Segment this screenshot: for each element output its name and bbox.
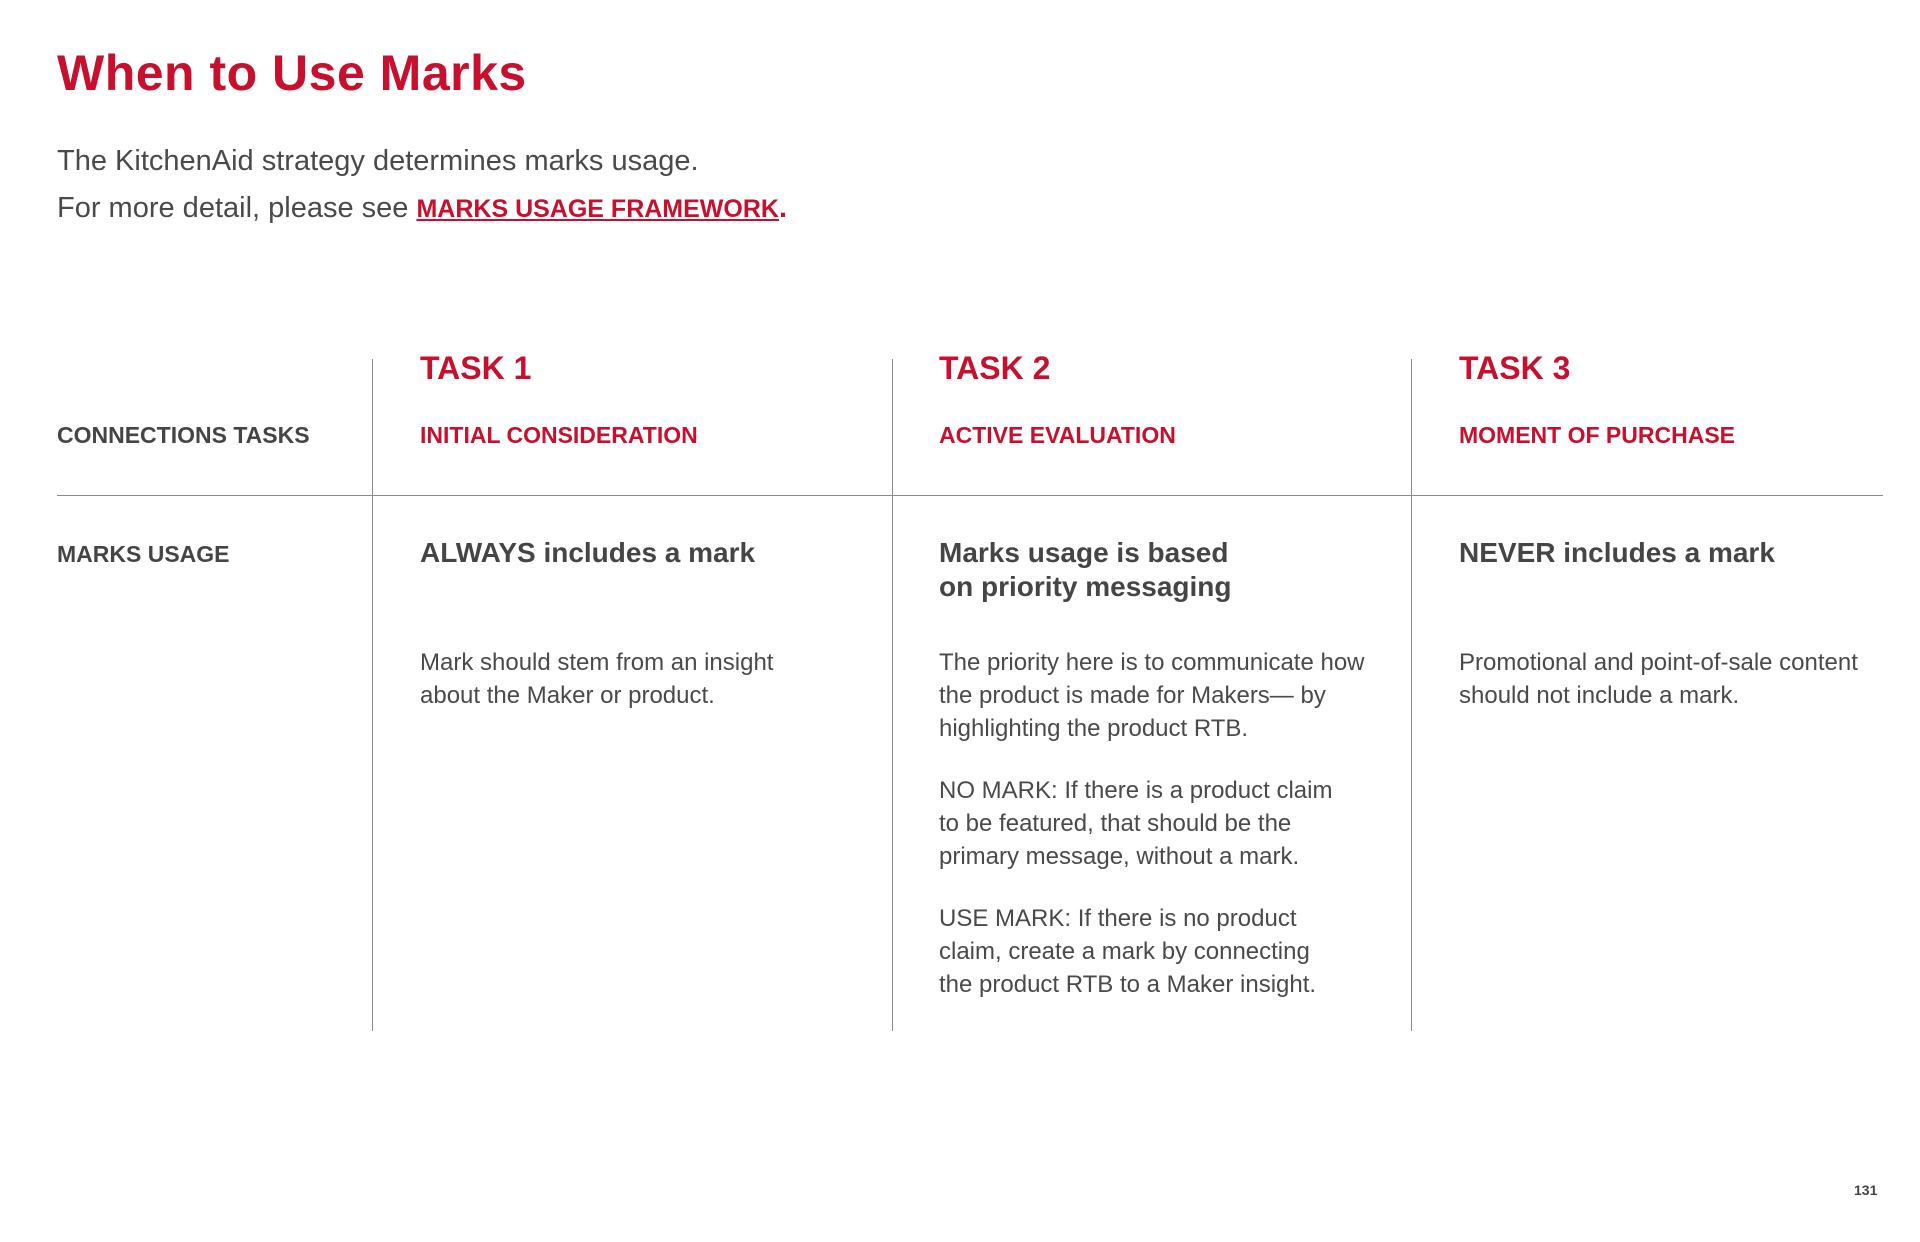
intro-line-1: The KitchenAid strategy determines marks usage. (57, 145, 699, 177)
task-2-paragraph-2: NO MARK: If there is a product claim to be featured, that should be the primary message, without a mark. (939, 777, 1333, 870)
task-1-paragraph-1: Mark should stem from an insight about the Maker or product. (420, 649, 774, 709)
intro-line-2 (57, 185, 787, 233)
task-1-usage-heading: ALWAYS includes a mark (420, 537, 756, 568)
task-1-number: TASK 1 (420, 350, 532, 386)
marks-usage-label: MARKS USAGE (57, 541, 230, 567)
intro-text (57, 138, 787, 233)
column-divider-3 (1411, 359, 1412, 1031)
page-number: 131 (1854, 1182, 1878, 1198)
task-2-paragraph-3: USE MARK: If there is no product claim, create a mark by connecting the product RTB to a Maker insight. (939, 905, 1317, 998)
task-3-name: MOMENT OF PURCHASE (1459, 422, 1735, 448)
task-1-name: INITIAL CONSIDERATION (420, 422, 698, 448)
intro-line-2-prefix: For more detail, please see (57, 192, 417, 224)
task-3-paragraph-1: Promotional and point-of-sale content should not include a mark. (1459, 649, 1858, 709)
task-2-number: TASK 2 (939, 350, 1051, 386)
marks-usage-framework-link[interactable]: MARKS USAGE FRAMEWORK (416, 195, 779, 223)
page-title: When to Use Marks (57, 45, 527, 101)
task-2-paragraph-1: The priority here is to communicate how the product is made for Makers— by highlighting the product RTB. (939, 649, 1365, 742)
row-divider (57, 495, 1883, 496)
task-2-usage-heading: Marks usage is based on priority messaging (939, 537, 1232, 602)
connections-tasks-label: CONNECTIONS TASKS (57, 422, 310, 448)
column-divider-1 (372, 359, 373, 1031)
intro-period: . (778, 192, 788, 224)
task-2-name: ACTIVE EVALUATION (939, 422, 1176, 448)
task-3-usage-heading: NEVER includes a mark (1459, 537, 1775, 568)
column-divider-2 (892, 359, 893, 1031)
task-3-number: TASK 3 (1459, 350, 1571, 386)
